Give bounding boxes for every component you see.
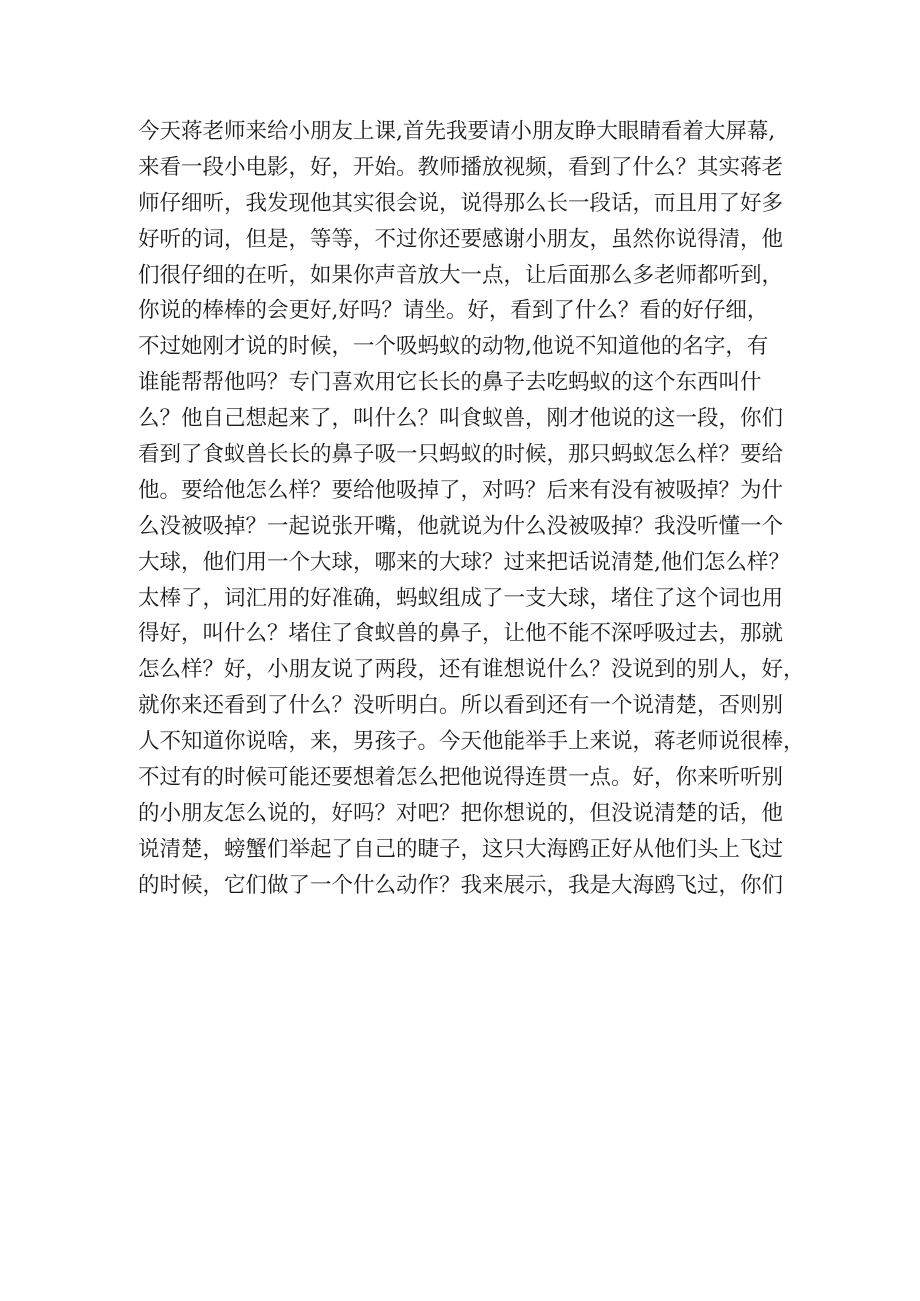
text-line: 不过有的时候可能还要想着怎么把他说得连贯一点。好，你来听听别 (138, 765, 784, 791)
text-line: 得好，叫什么？堵住了食蚁兽的鼻子，让他不能不深呼吸过去，那就 (138, 621, 784, 647)
text-line: 们很仔细的在听，如果你声音放大一点，让后面那么多老师都听到， (138, 262, 784, 288)
text-line: 大球，他们用一个大球，哪来的大球？过来把话说清楚,他们怎么样？ (138, 549, 790, 575)
text-line: 你说的棒棒的会更好,好吗？请坐。好，看到了什么？看的好仔细， (138, 298, 769, 324)
text-line: 么？他自己想起来了，叫什么？叫食蚁兽，刚才他说的这一段，你们 (138, 406, 784, 432)
text-line: 的时候，它们做了一个什么动作？我来展示，我是大海鸥飞过，你们 (138, 872, 784, 898)
text-line: 谁能帮帮他吗？专门喜欢用它长长的鼻子去吃蚂蚁的这个东西叫什 (138, 370, 762, 396)
body-text (138, 114, 818, 904)
text-line: 师仔细听，我发现他其实很会说，说得那么长一段话，而且用了好多 (138, 190, 784, 216)
text-line: 说清楚，螃蟹们举起了自己的睫子，这只大海鸥正好从他们头上飞过 (138, 836, 784, 862)
text-line: 就你来还看到了什么？没听明白。所以看到还有一个说清楚，否则别 (138, 693, 784, 719)
text-line: 不过她刚才说的时候，一个吸蚂蚁的动物,他说不知道他的名字，有 (138, 334, 769, 360)
text-line: 今天蒋老师来给小朋友上课,首先我要请小朋友睁大眼睛看着大屏幕, (138, 119, 776, 144)
text-line: 太棒了，词汇用的好准确，蚂蚁组成了一支大球，堵住了这个词也用 (138, 585, 784, 611)
text-line: 人不知道你说啥，来，男孩子。今天他能举手上来说，蒋老师说很棒， (138, 729, 805, 755)
text-line: 他。要给他怎么样？要给他吸掉了，对吗？后来有没有被吸掉？为什 (138, 477, 784, 503)
text-line: 来看一段小电影，好，开始。教师播放视频，看到了什么？其实蒋老 (138, 154, 784, 180)
text-line: 怎么样？好，小朋友说了两段，还有谁想说什么？没说到的别人，好， (138, 657, 805, 683)
text-line: 的小朋友怎么说的，好吗？对吧？把你想说的，但没说清楚的话，他 (138, 800, 784, 826)
text-line: 看到了食蚁兽长长的鼻子吸一只蚂蚁的时候，那只蚂蚁怎么样？要给 (138, 442, 784, 468)
text-line: 好听的词，但是，等等，不过你还要感谢小朋友，虽然你说得清，他 (138, 226, 784, 252)
text-line: 么没被吸掉？一起说张开嘴，他就说为什么没被吸掉？我没听懂一个 (138, 513, 784, 539)
